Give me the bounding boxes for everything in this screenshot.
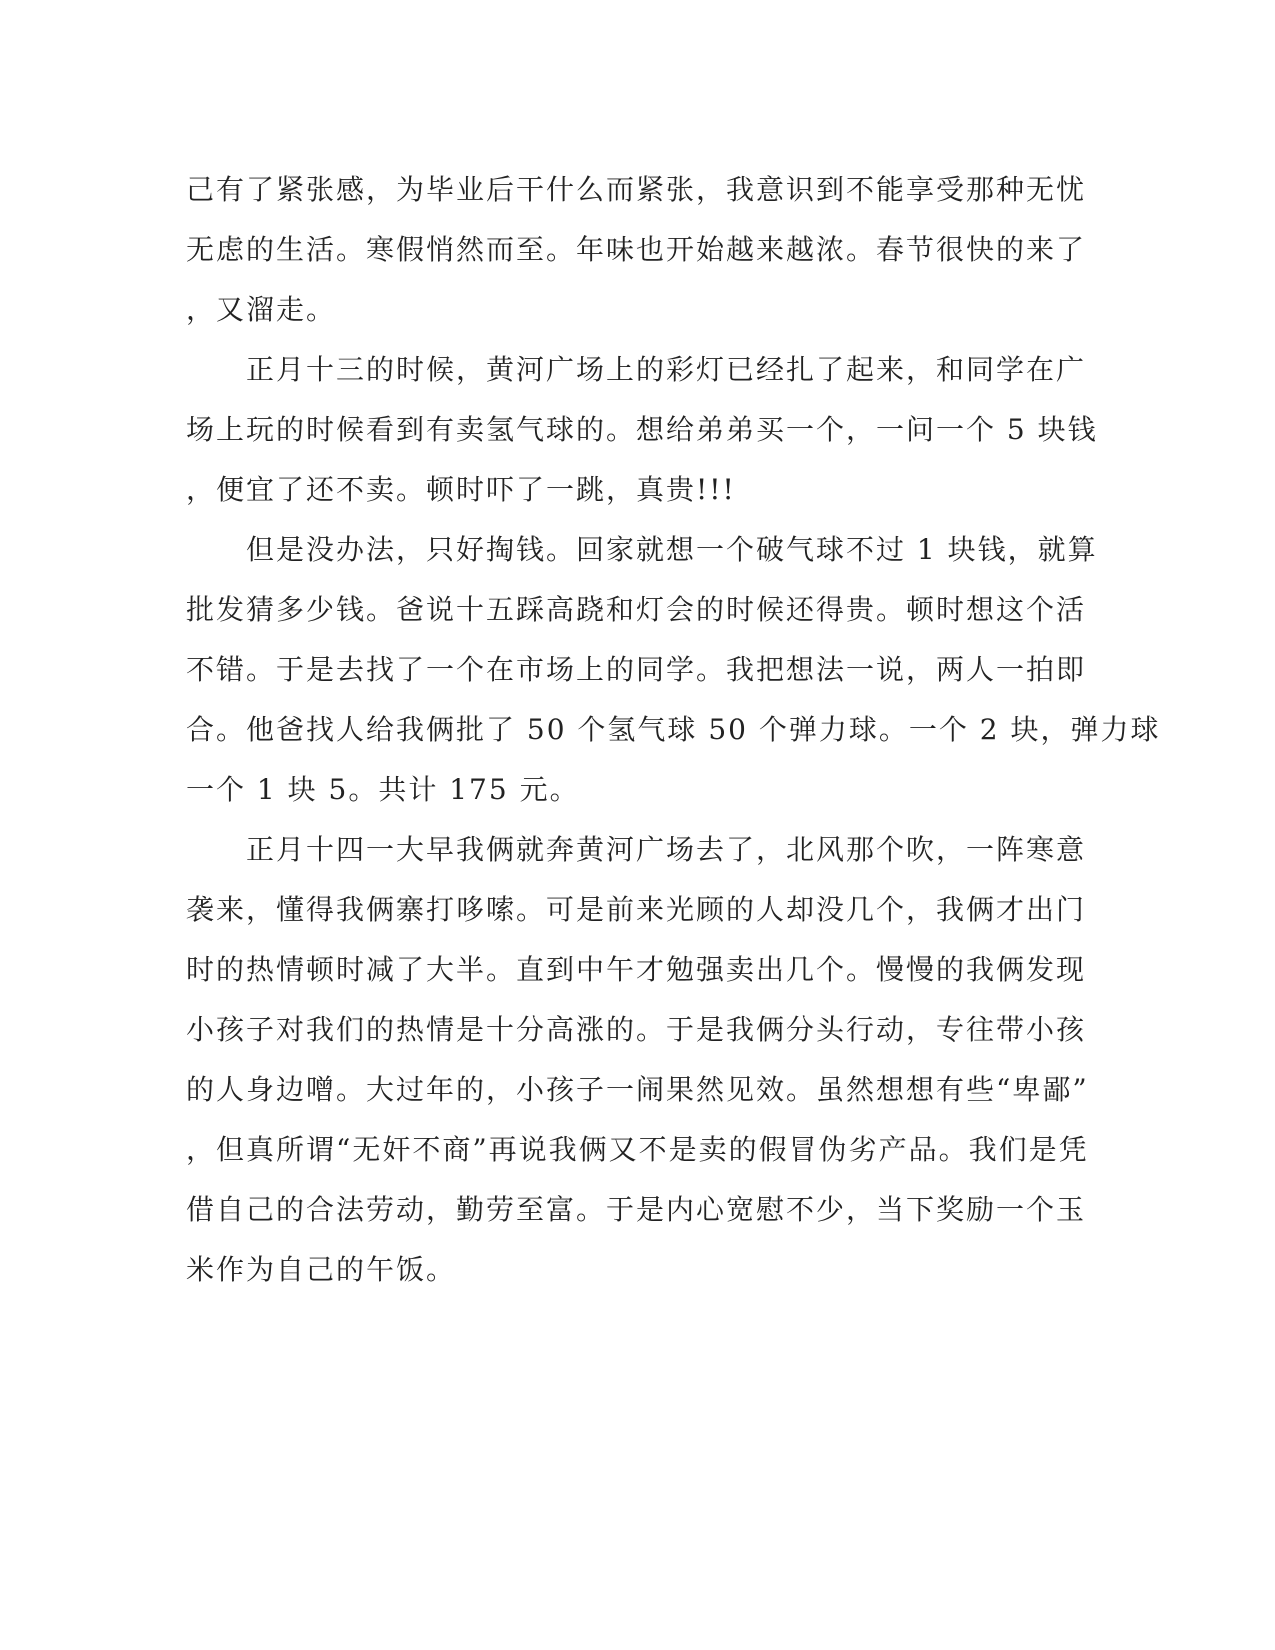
text-line: 时的热情顿时减了大半。直到中午才勉强卖出几个。慢慢的我俩发现 <box>186 953 1087 986</box>
text-line: ，又溜走。 <box>186 293 337 326</box>
text-line: 合。他爸找人给我俩批了 50 个氢气球 50 个弹力球。一个 2 块，弹力球 <box>186 713 1161 746</box>
text-line: 的人身边噌。大过年的，小孩子一闹果然见效。虽然想想有些“卑鄙” <box>186 1073 1089 1106</box>
text-line: 场上玩的时候看到有卖氢气球的。想给弟弟买一个，一问一个 5 块钱 <box>186 413 1098 446</box>
text-line: 正月十三的时候，黄河广场上的彩灯已经扎了起来，和同学在广 <box>186 353 1087 386</box>
text-line: 己有了紧张感，为毕业后干什么而紧张，我意识到不能享受那种无忧 <box>186 173 1087 206</box>
text-line: 但是没办法，只好掏钱。回家就想一个破气球不过 1 块钱，就算 <box>186 533 1098 566</box>
text-line: 不错。于是去找了一个在市场上的同学。我把想法一说，两人一拍即 <box>186 653 1087 686</box>
text-line: 米作为自己的午饭。 <box>186 1253 457 1286</box>
text-line: 袭来，懂得我俩寨打哆嗦。可是前来光顾的人却没几个，我俩才出门 <box>186 893 1087 926</box>
text-line: 正月十四一大早我俩就奔黄河广场去了，北风那个吹，一阵寒意 <box>186 833 1087 866</box>
text-line: 批发猜多少钱。爸说十五踩高跷和灯会的时候还得贵。顿时想这个活 <box>186 593 1087 626</box>
body-text <box>186 160 1161 1300</box>
text-line: 小孩子对我们的热情是十分高涨的。于是我俩分头行动，专往带小孩 <box>186 1013 1087 1046</box>
text-line: 一个 1 块 5。共计 175 元。 <box>186 773 580 806</box>
text-line: 无虑的生活。寒假悄然而至。年味也开始越来越浓。春节很快的来了 <box>186 233 1087 266</box>
text-line: ，便宜了还不卖。顿时吓了一跳，真贵!!! <box>186 473 736 506</box>
text-line: ，但真所谓“无奸不商”再说我俩又不是卖的假冒伪劣产品。我们是凭 <box>186 1133 1089 1166</box>
text-line: 借自己的合法劳动，勤劳至富。于是内心宽慰不少，当下奖励一个玉 <box>186 1193 1087 1226</box>
